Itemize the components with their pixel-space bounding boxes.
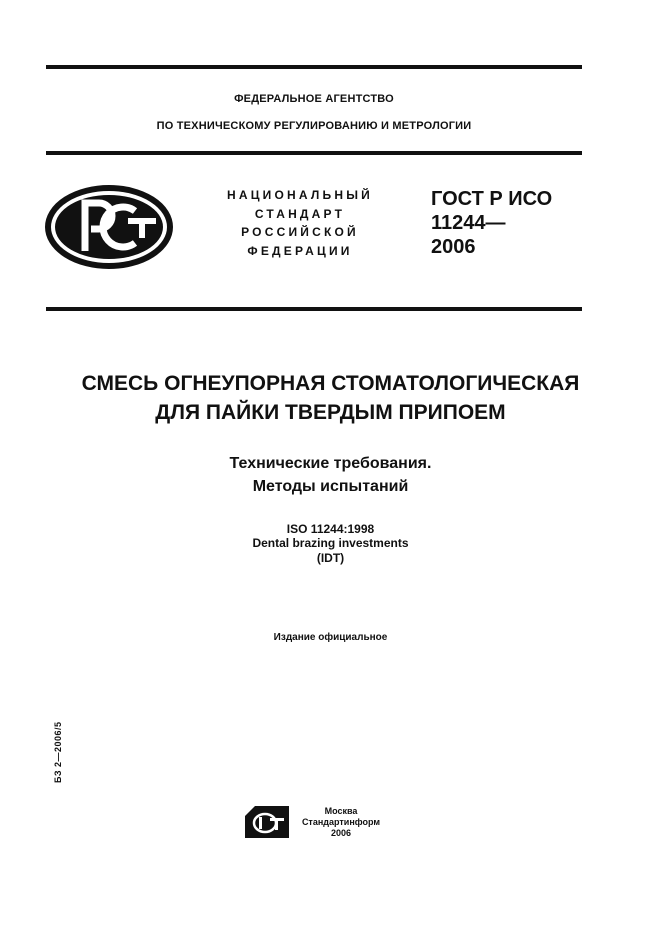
publisher-city: Москва: [324, 806, 358, 816]
national-standard-label: [200, 186, 400, 260]
official-edition-label: Издание официальное: [273, 632, 388, 643]
standartinform-logo-icon: [245, 806, 289, 838]
agency-line-2: ПО ТЕХНИЧЕСКОМУ РЕГУЛИРОВАНИЮ И МЕТРОЛОГИИ: [156, 120, 472, 132]
document-title-line-1: СМЕСЬ ОГНЕУПОРНАЯ СТОМАТОЛОГИЧЕСКАЯ: [81, 372, 580, 395]
publisher-year: 2006: [330, 828, 352, 838]
iso-reference-line-3: (IDT): [316, 551, 345, 565]
national-line-4: ФЕДЕРАЦИИ: [247, 243, 353, 258]
gost-designation: [431, 187, 591, 259]
publisher-name: Стандартинформ: [301, 817, 381, 827]
national-line-2: СТАНДАРТ: [254, 206, 346, 221]
subtitle-line-1: Технические требования.: [229, 455, 432, 472]
iso-reference-line-2: Dental brazing investments: [252, 536, 409, 550]
document-title-line-2: ДЛЯ ПАЙКИ ТВЕРДЫМ ПРИПОЕМ: [155, 401, 506, 424]
side-code: БЗ 2—2006/5: [53, 721, 63, 783]
rst-certification-mark-icon: [45, 185, 173, 269]
gost-line-1: ГОСТ Р ИСО: [431, 188, 553, 210]
national-line-3: РОССИЙСКОЙ: [241, 225, 359, 239]
subtitle-line-2: Методы испытаний: [252, 478, 409, 495]
publisher-block: [298, 806, 384, 839]
middle-rule: [46, 307, 582, 311]
iso-reference-line-1: ISO 11244:1998: [286, 522, 375, 536]
agency-line-1: ФЕДЕРАЛЬНОЕ АГЕНТСТВО: [234, 93, 394, 105]
top-rule: [46, 65, 582, 69]
gost-line-2: 11244—: [431, 212, 506, 234]
header-rule: [46, 151, 582, 155]
national-line-1: НАЦИОНАЛЬНЫЙ: [226, 188, 374, 202]
gost-line-3: 2006: [431, 236, 476, 258]
